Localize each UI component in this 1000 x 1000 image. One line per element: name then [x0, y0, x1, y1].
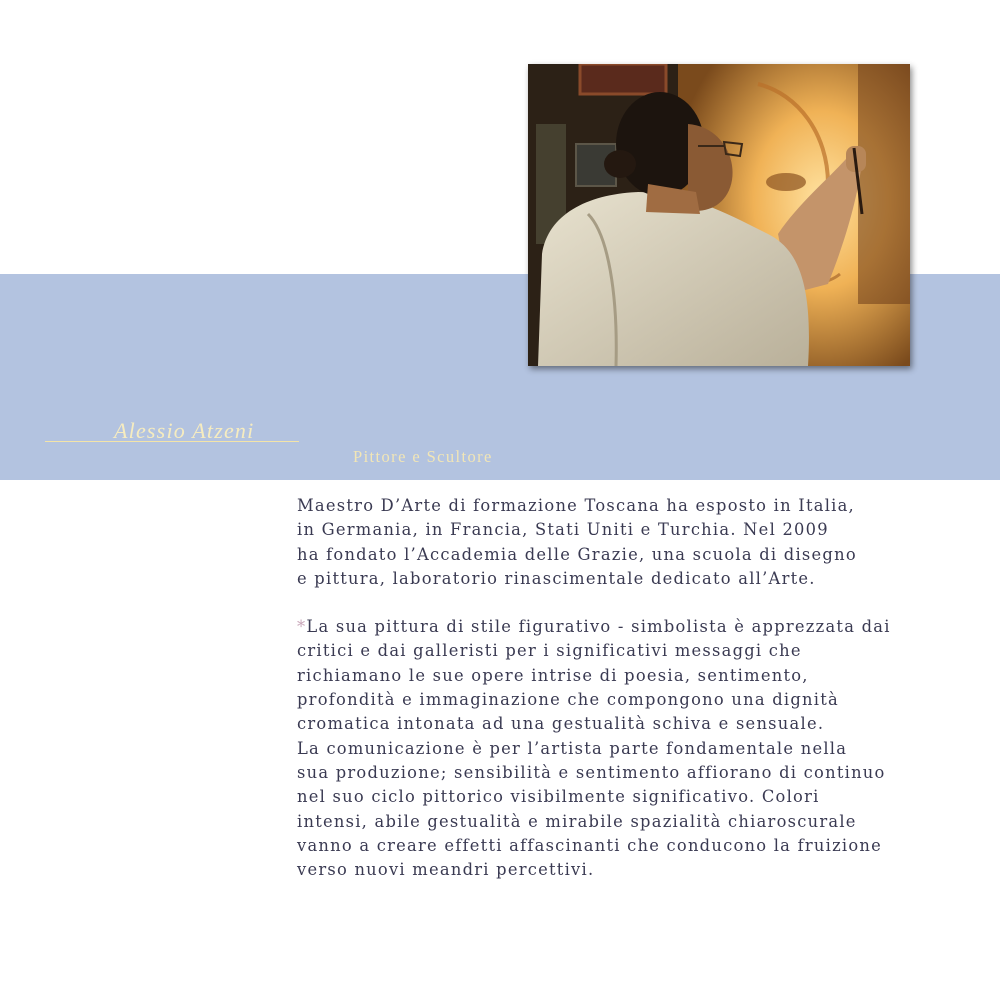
bio-paragraph-1: [297, 494, 937, 591]
bio-line: profondità e immaginazione che compongono una dignità: [297, 690, 839, 710]
artist-role: Pittore e Scultore: [353, 447, 493, 466]
bio-line: e pittura, laboratorio rinascimentale dedicato all’Arte.: [297, 568, 816, 588]
bio-line: intensi, abile gestualità e mirabile spazialità chiaroscurale: [297, 811, 857, 831]
bio-line: verso nuovi meandri percettivi.: [297, 860, 595, 880]
bio-paragraph-2: [297, 615, 937, 882]
bio-line: ha fondato l’Accademia delle Grazie, una scuola di disegno: [297, 544, 857, 564]
bio-line: cromatica intonata ad una gestualità schiva e sensuale.: [297, 714, 825, 734]
bio-line: in Germania, in Francia, Stati Uniti e Turchia. Nel 2009: [297, 520, 829, 540]
bio-line: vanno a creare effetti affascinanti che conducono la fruizione: [297, 835, 883, 855]
bio-line: La sua pittura di stile figurativo - simbolista è apprezzata dai: [306, 617, 891, 637]
bio-line: La comunicazione è per l’artista parte fondamentale nella: [297, 738, 848, 758]
asterisk-mark: *: [297, 617, 307, 637]
bio-line: nel suo ciclo pittorico visibilmente significativo. Colori: [297, 787, 820, 807]
painter-photo: [528, 64, 910, 366]
artist-name: Alessio Atzeni: [114, 418, 255, 443]
bio-line: critici e dai galleristi per i significativi messaggi che: [297, 641, 802, 661]
bio-line: Maestro D’Arte di formazione Toscana ha esposto in Italia,: [297, 496, 855, 515]
painter-photo-illustration: [528, 64, 910, 366]
bio-line: sua produzione; sensibilità e sentimento affiorano di continuo: [297, 762, 886, 782]
bio-line: richiamano le sue opere intrise di poesia, sentimento,: [297, 665, 809, 685]
artist-bio: [297, 494, 937, 882]
